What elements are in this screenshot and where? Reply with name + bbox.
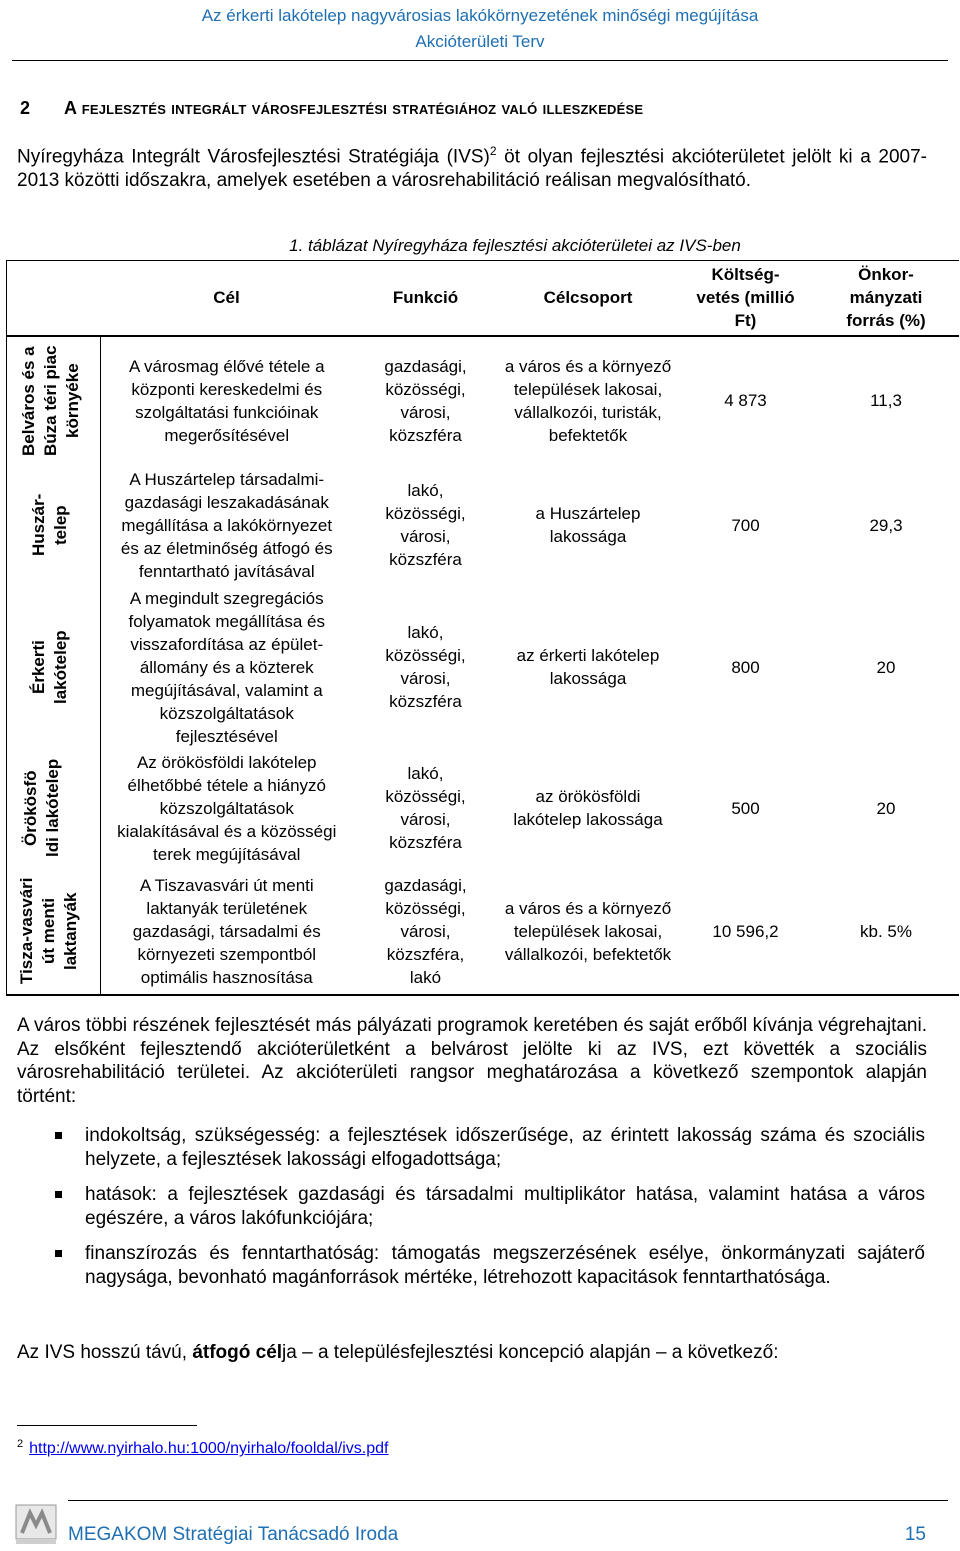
budget-cell: 800 bbox=[731, 657, 760, 677]
intro-text-before: Nyíregyháza Integrált Városfejlesztési Stratégiája (IVS) bbox=[17, 146, 490, 168]
header-funkcio: Funkció bbox=[392, 288, 459, 307]
criteria-list bbox=[55, 1124, 925, 1301]
target-group-cell: az örökösföldi lakótelep lakossága bbox=[513, 787, 663, 829]
footnote bbox=[17, 1438, 388, 1458]
footer-rule bbox=[68, 1500, 948, 1501]
action-areas-table bbox=[6, 260, 959, 994]
megakom-logo-icon bbox=[14, 1503, 58, 1545]
target-group-cell: az érkerti lakótelep lakossága bbox=[516, 646, 660, 688]
intro-paragraph bbox=[17, 140, 927, 192]
goal-cell: Az örökösföldi lakótelep élhetőbbé tétele a hiányzó közszolgáltatások kialakításával és a közösségi terek megújításával bbox=[117, 752, 337, 864]
criterion-text: hatások: a fejlesztések gazdasági és társadalmi multiplikátor hatása, valamint hatása a város egészére, a város lakófunkciójára; bbox=[85, 1184, 925, 1229]
own-source-cell: 11,3 bbox=[870, 391, 902, 410]
target-group-cell: a Huszártelep lakossága bbox=[535, 504, 641, 546]
running-header-title: Az érkerti lakótelep nagyvárosias lakókörnyezetének minőségi megújítása bbox=[201, 6, 759, 25]
goal-cell: A megindult szegregációs folyamatok megállítása és visszafordítása az épület-állomány és a közterek megújításával, valamint a közszolgáltatások fejlesztésével bbox=[128, 588, 326, 746]
function-cell: gazdasági, közösségi, városi, közszféra bbox=[384, 356, 467, 445]
square-bullet-icon bbox=[55, 1132, 62, 1139]
target-group-cell: a város és a környező települések lakosai, vállalkozói, turisták, befektetők bbox=[504, 356, 672, 445]
table-top-border bbox=[6, 260, 959, 261]
square-bullet-icon bbox=[55, 1250, 62, 1257]
area-cell bbox=[6, 748, 100, 868]
header-celcsoport: Célcsoport bbox=[543, 288, 633, 307]
table-row bbox=[6, 336, 959, 464]
goal-text-bold: átfogó cél bbox=[192, 1342, 283, 1363]
area-name: Érkerti lakótelep bbox=[28, 630, 70, 704]
goal-paragraph bbox=[17, 1341, 927, 1365]
footnote-ref[interactable]: 2 bbox=[489, 144, 497, 158]
header-koltsegvetes: Költség-vetés (millió Ft) bbox=[696, 265, 795, 330]
criterion-text: finanszírozás és fenntarthatóság: támogatás megszerzésének esélye, önkormányzati sajáterő nagysága, bevonható magánforrások mértéke, létrehozott kapacitások fenntarthatósága. bbox=[85, 1243, 925, 1288]
ranking-paragraph: A város többi részének fejlesztését más pályázati programok keretében és saját erőből kívánja végrehajtani. Az elsőként fejlesztendő akcióterületként a belvárost jelölte ki az IVS, ezt követték a szociális városrehabilitáció területei. Az akcióterületi rangsor meghatározása a következő szempontok alapján történt: bbox=[17, 1015, 927, 1107]
header-cel: Cél bbox=[213, 288, 240, 307]
header-rule bbox=[12, 60, 948, 61]
area-name: Huszár-telep bbox=[28, 493, 70, 557]
page-number: 15 bbox=[904, 1524, 926, 1545]
table-header-row bbox=[6, 260, 959, 336]
budget-cell: 4 873 bbox=[724, 391, 767, 410]
intro-text-after: öt olyan fejlesztési akcióterületet jelölt ki a 2007-2013 közötti időszakra, amelyek esetében a városrehabilitáció reálisan megvalósítható. bbox=[17, 146, 927, 191]
goal-text-before: Az IVS hosszú távú, bbox=[17, 1342, 193, 1363]
own-source-cell: 29,3 bbox=[869, 515, 903, 535]
budget-cell: 700 bbox=[731, 515, 760, 535]
area-name: Tisza-vasvári út menti laktanyák bbox=[16, 877, 80, 985]
square-bullet-icon bbox=[55, 1191, 62, 1198]
list-item bbox=[55, 1242, 925, 1289]
area-cell bbox=[6, 464, 100, 586]
area-name: Belváros és a Búza téri piac környéke bbox=[18, 345, 82, 456]
goal-cell: A Huszártelep társadalmi-gazdasági leszakadásának megállítása a lakókörnyezet és az életminőség átfogó és fenntartható javításával bbox=[120, 469, 333, 581]
footnote-rule bbox=[17, 1425, 197, 1426]
function-cell: lakó, közösségi, városi, közszféra bbox=[385, 764, 466, 852]
goal-text-after: ja – a településfejlesztési koncepció alapján – a következő: bbox=[282, 1342, 779, 1363]
criterion-text: indokoltság, szükségesség: a fejlesztések időszerűsége, az érintett lakosság száma és szociális helyzete, a fejlesztések lakossági elfogadottsága; bbox=[85, 1125, 925, 1170]
budget-cell: 500 bbox=[731, 798, 760, 818]
list-item bbox=[55, 1124, 925, 1171]
footnote-number: 2 bbox=[17, 1438, 24, 1450]
table-row bbox=[6, 868, 959, 994]
section-title: A fejlesztés integrált városfejlesztési stratégiához való illeszkedése bbox=[64, 98, 644, 118]
own-source-cell: kb. 5% bbox=[860, 921, 912, 941]
table-left-border bbox=[6, 260, 7, 994]
table-row bbox=[6, 464, 959, 586]
own-source-cell: 20 bbox=[876, 798, 896, 818]
table-caption: 1. táblázat Nyíregyháza fejlesztési akcióterületei az IVS-ben bbox=[289, 236, 741, 255]
area-cell bbox=[6, 336, 100, 464]
header-area bbox=[6, 260, 100, 336]
section-heading bbox=[20, 98, 643, 119]
section-number: 2 bbox=[20, 98, 31, 118]
footnote-link[interactable]: http://www.nyirhalo.hu:1000/nyirhalo/fooldal/ivs.pdf bbox=[29, 1440, 389, 1458]
area-cell bbox=[6, 586, 100, 748]
function-cell: lakó, közösségi, városi, közszféra bbox=[385, 481, 466, 569]
goal-cell: A Tiszavasvári út menti laktanyák területének gazdasági, társadalmi és környezeti szempontból optimális hasznosítása bbox=[132, 875, 321, 987]
target-group-cell: a város és a környező települések lakosai, vállalkozói, befektetők bbox=[504, 898, 672, 964]
own-source-cell: 20 bbox=[876, 657, 896, 677]
list-item bbox=[55, 1183, 925, 1230]
budget-cell: 10 596,2 bbox=[712, 921, 779, 941]
function-cell: gazdasági, közösségi, városi, közszféra, lakó bbox=[384, 875, 467, 987]
table-row bbox=[6, 586, 959, 748]
table-row bbox=[6, 748, 959, 868]
function-cell: lakó, közösségi, városi, közszféra bbox=[385, 623, 466, 711]
running-header-subtitle: Akcióterületi Terv bbox=[415, 32, 545, 51]
footer-company: MEGAKOM Stratégiai Tanácsadó Iroda bbox=[68, 1524, 399, 1545]
header-onkormanyzati-forras: Önkor-mányzati forrás (%) bbox=[846, 265, 926, 330]
area-cell bbox=[6, 868, 100, 994]
table-bottom-border bbox=[6, 994, 959, 996]
goal-cell: A városmag élővé tétele a központi kereskedelmi és szolgáltatási funkcióinak megerősítésével bbox=[128, 356, 325, 445]
area-name: Örökösfö ldi lakótelep bbox=[20, 758, 62, 858]
